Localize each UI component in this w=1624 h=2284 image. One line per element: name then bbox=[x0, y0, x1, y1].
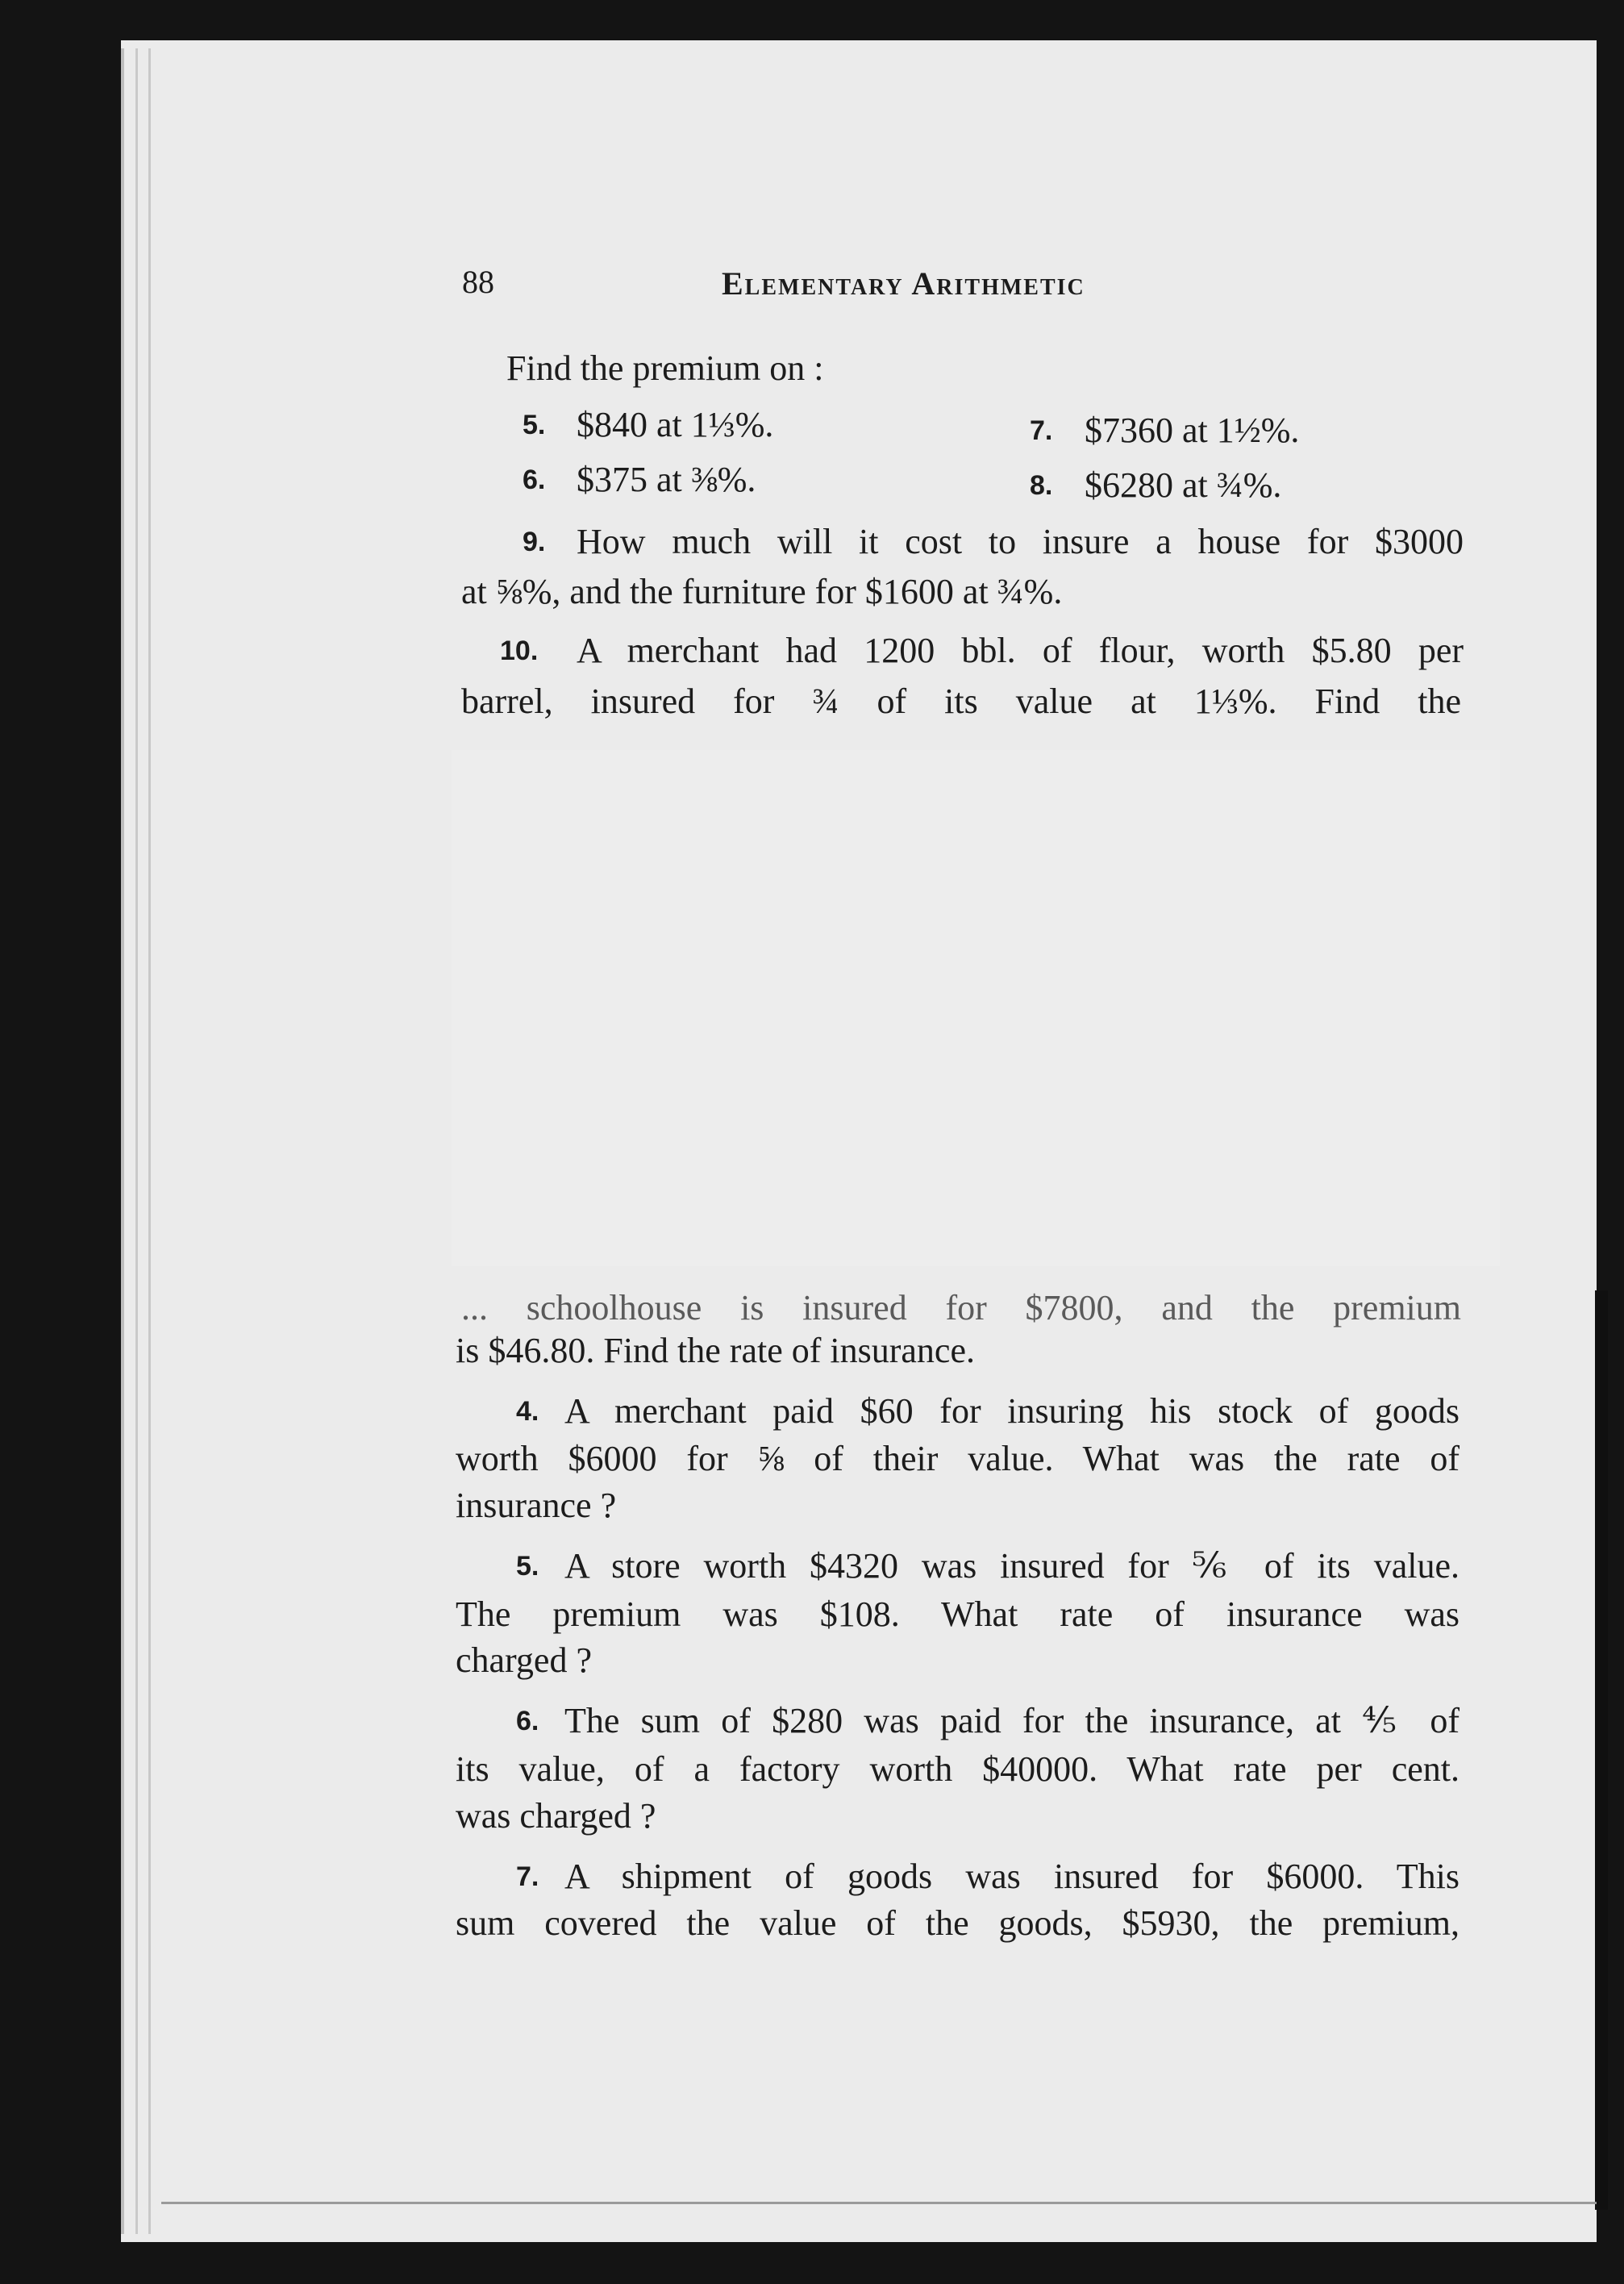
problem-text: A store worth $4320 was insured for ⅚ of its value. bbox=[564, 1546, 1460, 1586]
problem-text: How much will it cost to insure a house for $3000 bbox=[577, 522, 1464, 561]
exercise-number: 7. bbox=[1030, 415, 1053, 446]
problem-text: sum covered the value of the goods, $5930, the premium, bbox=[456, 1903, 1460, 1943]
problem-text: A merchant had 1200 bbl. of flour, worth $5.80 per bbox=[577, 631, 1464, 670]
exercise-text: $6280 at ¾%. bbox=[1085, 465, 1282, 505]
blank-region bbox=[452, 750, 1500, 1266]
problem-number: 7. bbox=[516, 1861, 539, 1892]
problem-text: at ⅝%, and the furniture for $1600 at ¾%. bbox=[461, 572, 1063, 611]
problem-text: insurance ? bbox=[456, 1486, 617, 1525]
page-edge-lines bbox=[121, 48, 189, 2234]
problem-number: 9. bbox=[523, 527, 546, 557]
book-spine-edge bbox=[1595, 1290, 1608, 2210]
intro-text: Find the premium on : bbox=[506, 348, 824, 388]
exercise-text: $375 at ⅜%. bbox=[577, 460, 756, 499]
exercise-number: 8. bbox=[1030, 470, 1053, 501]
page-title: Elementary Arithmetic bbox=[722, 265, 1085, 302]
problem-text: The sum of $280 was paid for the insurance, at ⅘ of bbox=[564, 1701, 1460, 1740]
problem-number: 10. bbox=[500, 636, 539, 666]
problem-text: was charged ? bbox=[456, 1796, 656, 1836]
problem-text: A merchant paid $60 for insuring his stock of goods bbox=[564, 1391, 1460, 1431]
exercise-text: $840 at 1⅓%. bbox=[577, 405, 774, 444]
problem-number: 4. bbox=[516, 1396, 539, 1427]
page-number: 88 bbox=[462, 264, 494, 300]
problem-text: A shipment of goods was insured for $6000. This bbox=[564, 1857, 1460, 1896]
exercise-number: 5. bbox=[523, 410, 546, 440]
problem-number: 5. bbox=[516, 1551, 539, 1582]
problem-text: charged ? bbox=[456, 1640, 592, 1680]
problem-text: The premium was $108. What rate of insurance was bbox=[456, 1594, 1460, 1634]
page-bottom-edge bbox=[161, 2202, 1597, 2204]
exercise-number: 6. bbox=[523, 465, 546, 495]
problem-text: barrel, insured for ¾ of its value at 1⅓%. Find the bbox=[461, 681, 1461, 721]
problem-text: its value, of a factory worth $40000. What rate per cent. bbox=[456, 1749, 1460, 1789]
problem-text: is $46.80. Find the rate of insurance. bbox=[456, 1331, 975, 1370]
problem-number: 6. bbox=[516, 1706, 539, 1736]
problem-text: worth $6000 for ⅝ of their value. What was the rate of bbox=[456, 1439, 1460, 1478]
exercise-text: $7360 at 1½%. bbox=[1085, 411, 1300, 450]
problem-text: ... schoolhouse is insured for $7800, and the premium bbox=[461, 1288, 1461, 1327]
